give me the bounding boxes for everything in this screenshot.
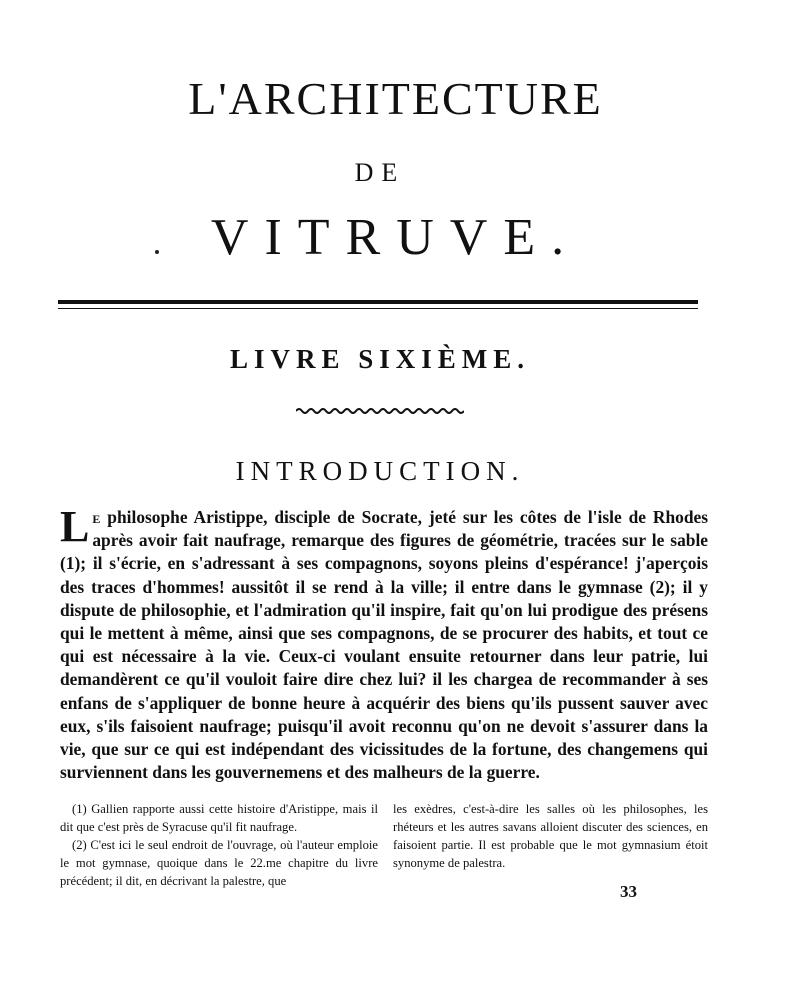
paragraph-text: philosophe Aristippe, disciple de Socrate, jeté sur les côtes de l'isle de Rhodes après avoir fait naufrage, remarque des figures de géométrie, tracées sur le sable (1); il s'écrie, en s'adressant à ses compagnons, soyons pleins d'espérance! j'aperçois des traces d'hommes! aussitôt il se rend à la ville; il entre dans le gymnase (2); il y dispute de philosophie, et l'admiration qu'il inspire, fait qu'on lui prodigue des présens qui le mettent à même, ainsi que ses compagnons, de se procurer des habits, et tout ce qui est nécessaire à la vie. Ceux-ci voulant ensuite retourner dans leur patrie, lui demandèrent ce qu'il vouloit faire dire chez lui? il les chargea de recommander à ses enfans de s'appliquer de bonne heure à acquérir des biens qu'ils pussent sauver avec eux, s'ils faisoient naufrage; puisqu'il avoit reconnu qu'on ne devoit s'assurer dans la vie, que sur ce qui est indépendant des vicissitudes de la fortune, des changemens qui surviennent dans les gouvernemens et des malheurs de la guerre. [60,507,708,783]
body-paragraph [60,502,708,784]
section-heading: INTRODUCTION. [235,456,525,486]
footnote-2: (2) C'est ici le seul endroit de l'ouvrage, où l'auteur emploie le mot gymnase, quoique dans le 22.me chapitre du livre précédent; il dit, en décrivant la palestre, que [60,838,378,888]
header-rule-thin [58,308,698,309]
header-rule-thick [58,300,698,304]
footnotes-right-column [393,800,708,872]
book-title: LIVRE SIXIÈME. [229,344,531,374]
footnotes-left-column [60,800,378,890]
page-number: 33 [620,882,637,901]
ornamental-divider [296,407,464,415]
first-word-rest: e [92,507,101,527]
title-preposition: DE [354,158,406,187]
page-title: L'ARCHITECTURE [188,73,603,124]
author-title: VITRUVE. [210,209,581,266]
drop-cap: L [60,502,90,551]
footnote-2-continued: les exèdres, c'est-à-dire les salles où les philosophes, les rhéteurs et les autres savans alloient discuter des sciences, en faisoient partie. Il est probable que le mot gymnasium étoit synonyme de palestra. [393,802,708,870]
footnote-1: (1) Gallien rapporte aussi cette histoire d'Aristippe, mais il dit que c'est près de Syracuse qu'il fit naufrage. [60,802,378,834]
